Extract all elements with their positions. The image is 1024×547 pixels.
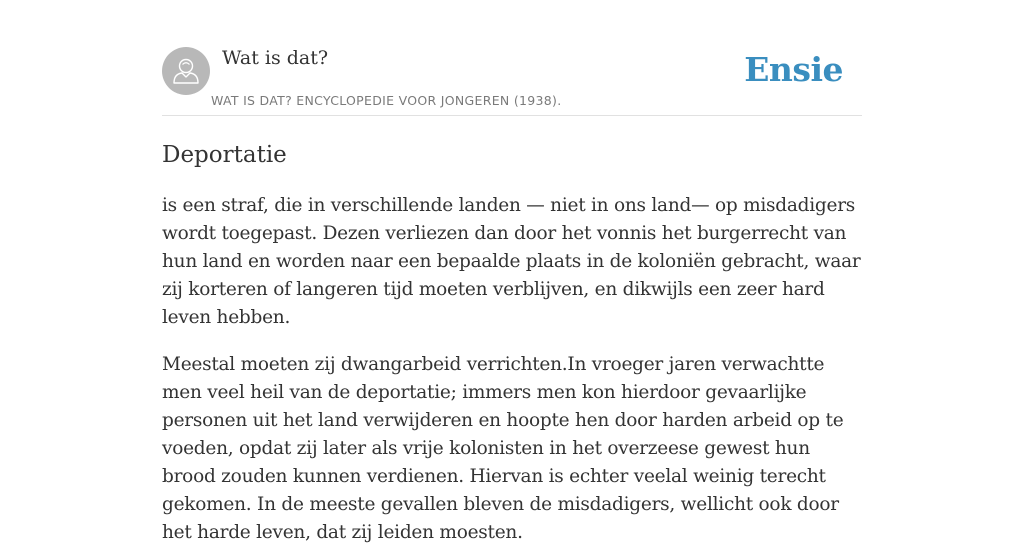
source-subtitle[interactable]: WAT IS DAT? ENCYCLOPEDIE VOOR JONGEREN (1938). xyxy=(211,93,562,108)
article-paragraph: Meestal moeten zij dwangarbeid verrichten.In vroeger jaren verwachtte men veel heil van de deportatie; immers men kon hierdoor gevaarlijke personen uit het land verwijderen en hoopte hen door harden arbeid op te voeden, opdat zij later als vrije kolonisten in het overzeese gewest hun brood zouden kunnen verdienen. Hiervan is echter veelal weinig terecht gekomen. In de meeste gevallen bleven de misdadigers, wellicht ook door het harde leven, dat zij leiden moesten. xyxy=(162,354,844,543)
ensie-logo[interactable]: Ensie xyxy=(744,50,843,89)
content-column xyxy=(162,0,862,547)
source-header xyxy=(162,0,862,116)
source-title[interactable]: Wat is dat? xyxy=(222,47,329,69)
article-paragraph: is een straf, die in verschillende landen — niet in ons land— op misdadigers wordt toegepast. Dezen verliezen dan door het vonnis het burgerrecht van hun land en worden naar een bepaalde plaats in de koloniën gebracht, waar zij korteren of langeren tijd moeten verblijven, en dikwijls een zeer hard leven hebben. xyxy=(162,195,861,328)
article-title: Deportatie xyxy=(162,142,287,168)
user-icon[interactable] xyxy=(162,47,210,95)
